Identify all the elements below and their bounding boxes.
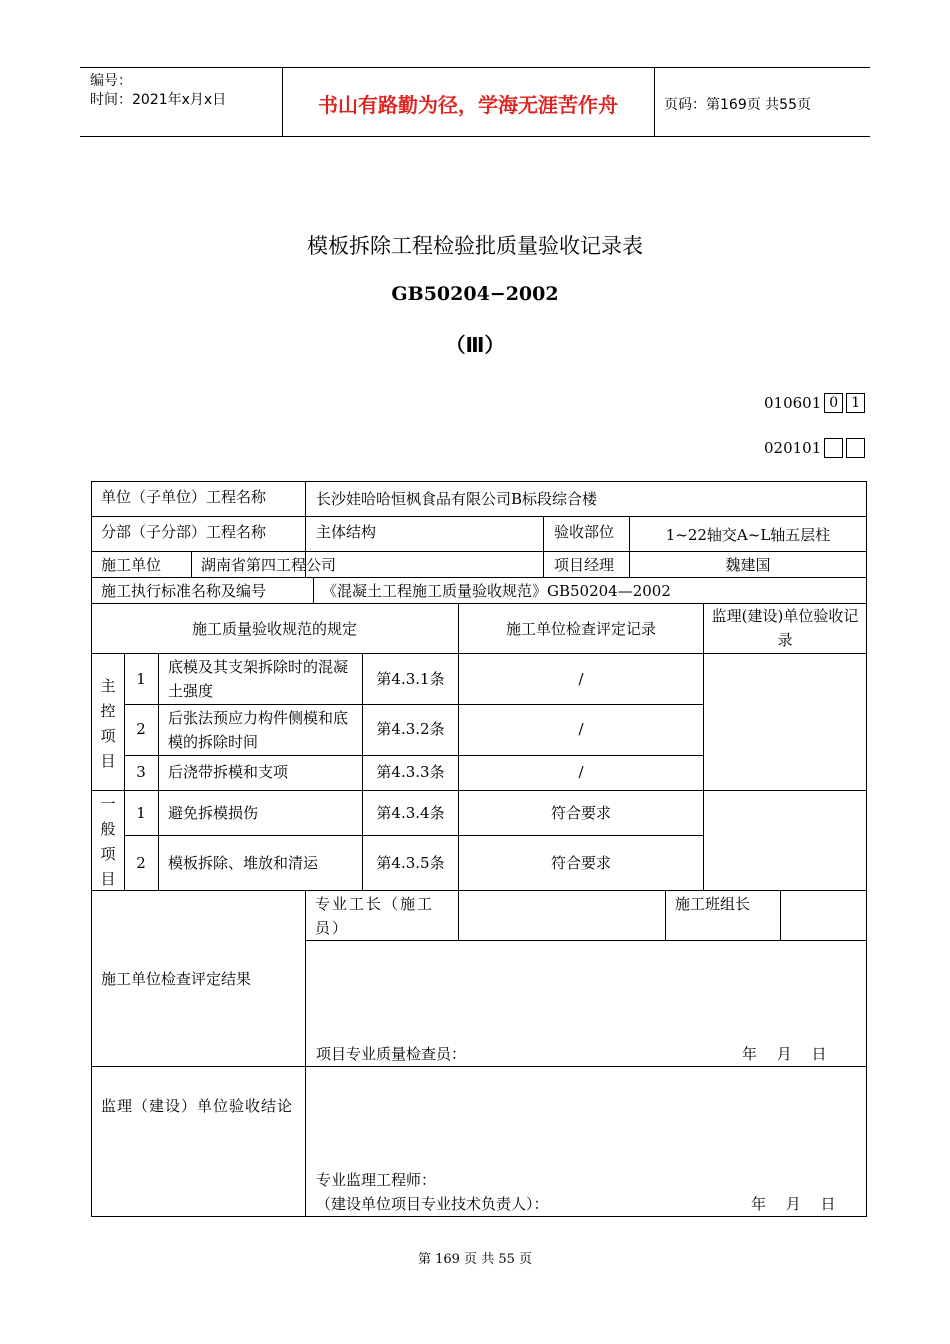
table-line [91,577,867,578]
table-line [780,890,781,940]
item-desc: 避免拆模损伤 [168,804,259,822]
item-desc: 底模及其支架拆除时的混凝土强度 [168,658,349,700]
page-footer: 第 169 页 共 55 页 [417,1252,533,1267]
item-result[interactable]: / [578,670,584,688]
number-label: 编号： [90,73,132,89]
contractor-label: 施工单位 [101,556,162,574]
table-line [543,516,544,577]
item-result[interactable]: 符合要求 [550,804,611,822]
item-no: 1 [136,670,146,688]
date-label-2: 年 月 日 [751,1195,836,1213]
manager-label: 项目经理 [554,556,615,574]
item-clause: 第4.3.2条 [376,720,445,738]
standard-label: 施工执行标准名称及编号 [101,582,267,600]
table-line [191,551,192,577]
table-line [91,790,867,791]
item-desc: 后浇带拆模和支项 [168,763,289,781]
main-group-label: 主控项目 [100,677,116,770]
table-line [91,1216,867,1217]
manager-value[interactable]: 魏建国 [725,556,771,574]
table-line [91,481,867,482]
item-result[interactable]: / [578,763,584,781]
foreman-label: 专业工长（施工员） [315,895,435,937]
code-prefix: 010601 [764,394,822,412]
subdivision-label: 分部（子分部）工程名称 [101,523,267,541]
table-line [124,755,703,756]
code-prefix: 020101 [764,439,822,457]
item-clause: 第4.3.5条 [376,854,445,872]
item-no: 3 [136,763,146,781]
table-line [91,481,92,1217]
form-part: （Ⅲ） [445,333,505,357]
accept-part-value[interactable]: 1~22轴交A~L轴五层柱 [665,526,831,544]
table-line [91,1066,867,1067]
table-line [124,835,703,836]
team-leader-label: 施工班组长 [675,895,751,913]
item-result[interactable]: 符合要求 [550,854,611,872]
time-label: 时间：2021年x月x日 [90,92,227,108]
item-clause: 第4.3.1条 [376,670,445,688]
standard-value[interactable]: 《混凝土工程施工质量验收规范》GB50204—2002 [322,582,671,600]
table-line [458,890,459,940]
form-standard: GB50204−2002 [391,283,559,305]
table-line [91,653,867,654]
item-desc: 后张法预应力构件侧模和底模的拆除时间 [168,709,349,751]
table-line [305,890,306,1217]
inspector-label: 项目专业质量检查员： [316,1045,467,1063]
col-check-header: 施工单位检查评定记录 [505,620,656,638]
table-line [305,940,867,941]
general-group-label: 一般项目 [100,795,116,888]
header-motto: 书山有路勤为径，学海无涯苦作舟 [318,93,618,117]
contractor-value[interactable]: 湖南省第四工程公司 [201,556,337,574]
date-label: 年 月 日 [742,1045,827,1063]
subdivision-value[interactable]: 主体结构 [316,523,377,541]
table-line [158,653,159,890]
table-line [91,551,867,552]
owner-tech-label: （建设单位项目专业技术负责人）： [316,1195,549,1213]
unit-label: 单位（子单位）工程名称 [101,488,267,506]
item-desc: 模板拆除、堆放和清运 [168,854,319,872]
accept-part-label: 验收部位 [554,523,615,541]
unit-value[interactable]: 长沙娃哈哈恒枫食品有限公司B标段综合楼 [316,490,598,508]
item-clause: 第4.3.3条 [376,763,445,781]
code-box[interactable]: 1 [846,393,865,413]
table-line [665,890,666,940]
col-spec-header: 施工质量验收规范的规定 [191,620,357,638]
table-line [866,481,867,1217]
table-line [313,577,314,603]
form-title: 模板拆除工程检验批质量验收记录表 [307,234,643,258]
item-no: 1 [136,804,146,822]
table-line [91,516,867,517]
table-line [703,603,704,890]
engineer-label: 专业监理工程师： [316,1171,437,1189]
col-supervision-header: 监理(建设)单位验收记录 [711,607,859,649]
header-page-number: 页码：第169页 共55页 [664,97,811,113]
item-clause: 第4.3.4条 [376,804,445,822]
item-no: 2 [136,720,146,738]
check-result-label: 施工单位检查评定结果 [101,970,252,988]
table-line [91,890,867,891]
conclusion-label: 监理（建设）单位验收结论 [101,1097,294,1115]
item-result[interactable]: / [578,720,584,738]
code-box[interactable]: 0 [824,393,843,413]
table-line [124,704,703,705]
item-no: 2 [136,854,146,872]
